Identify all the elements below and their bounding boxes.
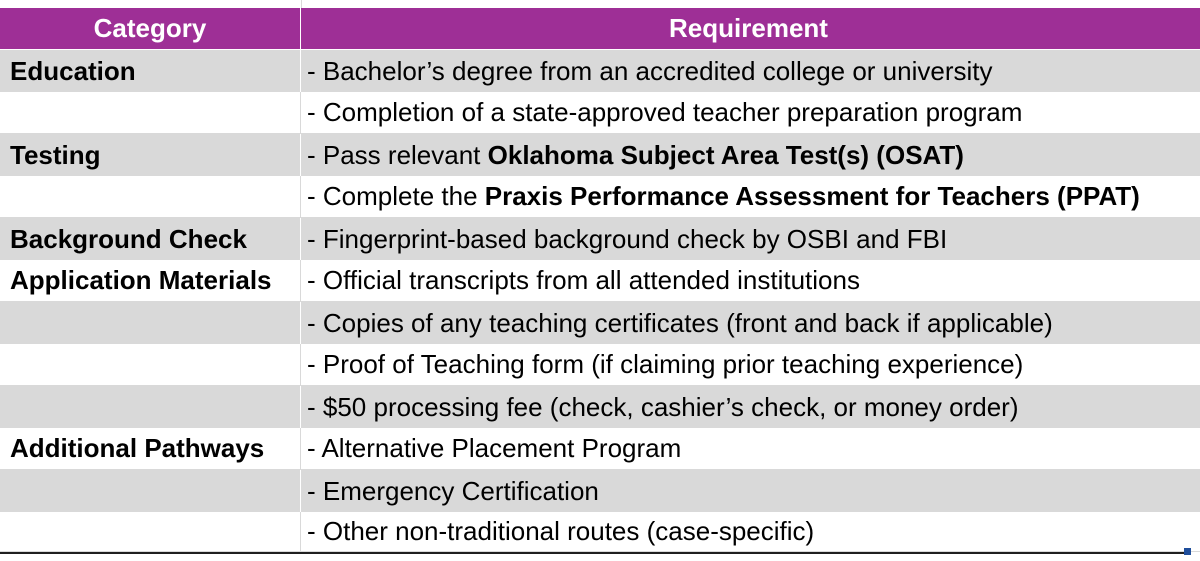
category-cell[interactable]: Education (0, 50, 301, 92)
requirement-bold-text: Praxis Performance Assessment for Teachers (PPAT) (484, 181, 1140, 211)
category-cell[interactable] (0, 386, 301, 428)
requirement-cell[interactable] (301, 302, 1200, 344)
table-row (0, 218, 1200, 260)
table-row (0, 50, 1200, 92)
category-cell[interactable]: Testing (0, 134, 301, 176)
table-row (0, 344, 1200, 386)
category-cell[interactable] (0, 92, 301, 134)
requirement-text: - Copies of any teaching certificates (front and back if applicable) (307, 307, 1053, 338)
requirement-text: - Proof of Teaching form (if claiming prior teaching experience) (307, 349, 1024, 379)
table-resize-handle[interactable] (1184, 548, 1191, 555)
category-cell[interactable] (0, 344, 301, 386)
requirement-cell[interactable] (301, 428, 1200, 470)
requirement-text: - Complete the (307, 181, 485, 211)
table-row (0, 260, 1200, 302)
table-row (0, 302, 1200, 344)
category-cell[interactable] (0, 302, 301, 344)
header-category[interactable]: Category (0, 8, 301, 49)
table-row (0, 512, 1200, 552)
requirement-text: - Bachelor’s degree from an accredited college or university (307, 55, 993, 86)
requirement-cell[interactable] (301, 260, 1200, 302)
header-requirement[interactable]: Requirement (669, 13, 828, 43)
requirement-text: - $50 processing fee (check, cashier’s check, or money order) (307, 391, 1019, 422)
requirement-text: - Pass relevant (307, 139, 488, 170)
category-cell[interactable]: Additional Pathways (0, 428, 301, 470)
requirement-bold-text: Oklahoma Subject Area Test(s) (OSAT) (487, 139, 964, 170)
requirement-text: - Alternative Placement Program (307, 433, 682, 463)
table-row (0, 134, 1200, 176)
category-cell[interactable]: Application Materials (0, 260, 301, 302)
requirement-text: - Other non-traditional routes (case-specific) (307, 516, 815, 546)
requirement-cell[interactable] (301, 218, 1200, 260)
requirement-cell[interactable] (301, 470, 1200, 512)
table-row (0, 176, 1200, 218)
column-divider (301, 0, 302, 8)
requirement-cell[interactable] (301, 344, 1200, 386)
requirement-text: - Official transcripts from all attended institutions (307, 265, 860, 295)
requirement-cell[interactable] (301, 512, 1200, 552)
category-cell[interactable] (0, 470, 301, 512)
table-row (0, 428, 1200, 470)
table-header-row (0, 8, 1200, 49)
requirement-text: - Fingerprint-based background check by OSBI and FBI (307, 223, 948, 254)
table-row (0, 386, 1200, 428)
category-cell[interactable]: Background Check (0, 218, 301, 260)
requirement-cell[interactable] (301, 176, 1200, 218)
category-cell[interactable] (0, 512, 301, 552)
requirement-text: - Emergency Certification (307, 475, 599, 506)
requirement-cell[interactable] (301, 50, 1200, 92)
requirement-cell[interactable] (301, 386, 1200, 428)
requirement-text: - Completion of a state-approved teacher preparation program (307, 97, 1023, 127)
requirement-cell[interactable] (301, 134, 1200, 176)
requirement-cell[interactable] (301, 92, 1200, 134)
table-row (0, 470, 1200, 512)
category-cell[interactable] (0, 176, 301, 218)
table-row (0, 92, 1200, 134)
table-bottom-border (0, 552, 1190, 554)
